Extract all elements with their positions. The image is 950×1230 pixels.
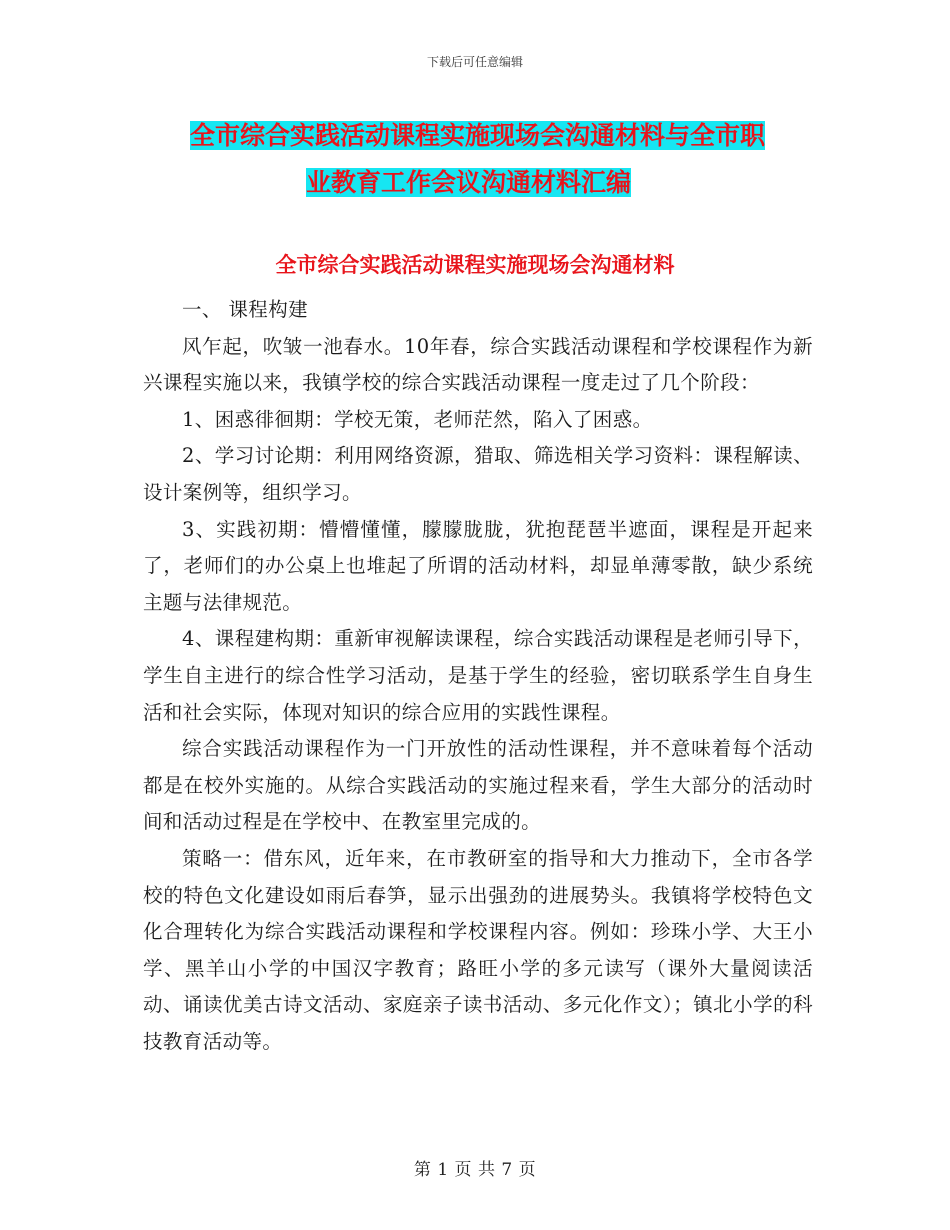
document-body bbox=[143, 292, 813, 1060]
document-title bbox=[190, 112, 806, 206]
paragraph: 2、学习讨论期：利用网络资源，猎取、筛选相关学习资料：课程解读、设计案例等，组织学习。 bbox=[143, 444, 813, 504]
paragraph: 4、课程建构期：重新审视解读课程，综合实践活动课程是老师引导下，学生自主进行的综合性学习活动，是基于学生的经验，密切联系学生自身生活和社会实际，体现对知识的综合应用的实践性课程。 bbox=[143, 627, 813, 724]
paragraph: 综合实践活动课程作为一门开放性的活动性课程，并不意味着每个活动都是在校外实施的。从综合实践活动的实施过程来看，学生大部分的活动时间和活动过程是在学校中、在教室里完成的。 bbox=[143, 737, 813, 834]
paragraph: 1、困惑徘徊期：学校无策，老师茫然，陷入了困惑。 bbox=[182, 407, 653, 431]
page-header-note: 下载后可任意编辑 bbox=[426, 55, 523, 69]
paragraph: 3、实践初期：懵懵懂懂，朦朦胧胧，犹抱琵琶半遮面，课程是开起来了，老师们的办公桌上也堆起了所谓的活动材料，却显单薄零散，缺少系统主题与法律规范。 bbox=[143, 517, 813, 614]
page-number-footer: 第 1 页 共 7 页 bbox=[413, 1160, 537, 1180]
document-title-line-1: 全市综合实践活动课程实施现场会沟通材料与全市职 bbox=[190, 121, 766, 150]
document-title-line-2: 业教育工作会议沟通材料汇编 bbox=[306, 168, 632, 197]
paragraph: 风乍起，吹皱一池春水。10年春，综合实践活动课程和学校课程作为新兴课程实施以来，我镇学校的综合实践活动课程一度走过了几个阶段： bbox=[143, 334, 813, 395]
heading-course-construction: 一、 课程构建 bbox=[182, 298, 308, 321]
section-title: 全市综合实践活动课程实施现场会沟通材料 bbox=[275, 253, 675, 277]
paragraph: 策略一：借东风，近年来，在市教研室的指导和大力推动下，全市各学校的特色文化建设如雨后春笋，显示出强劲的进展势头。我镇将学校特色文化合理转化为综合实践活动课程和学校课程内容。例如：珍珠小学、大王小学、黑羊山小学的中国汉字教育；路旺小学的多元读写（课外大量阅读活动、诵读优美古诗文活动、家庭亲子读书活动、多元化作文）；镇北小学的科技教育活动等。 bbox=[143, 846, 813, 1053]
